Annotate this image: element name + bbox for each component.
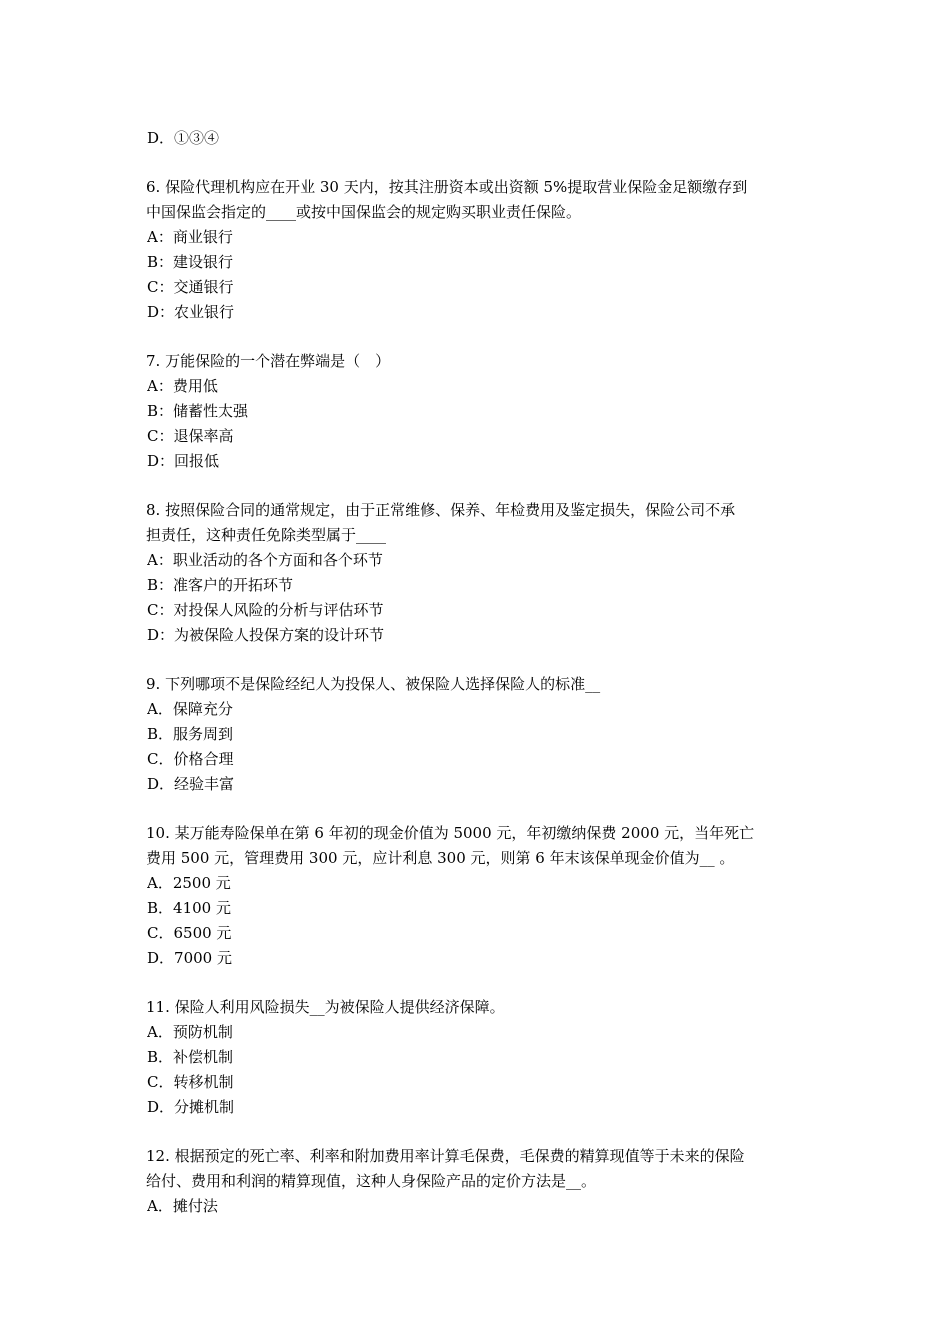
answer-option-d: D：农业银行 bbox=[147, 303, 235, 321]
question-stem-line: 9. 下列哪项不是保险经纪人为投保人、被保险人选择保险人的标准__ bbox=[146, 675, 601, 693]
answer-option-c: C．6500 元 bbox=[147, 924, 232, 942]
question-stem-line: 10. 某万能寿险保单在第 6 年初的现金价值为 5000 元，年初缴纳保费 2000 元，当年死亡 bbox=[146, 824, 755, 842]
answer-option-a: A．保障充分 bbox=[147, 700, 233, 718]
answer-option-b: B．服务周到 bbox=[147, 725, 234, 743]
prev-question-option-d: D．①③④ bbox=[147, 129, 220, 147]
answer-option-b: B：储蓄性太强 bbox=[147, 402, 249, 420]
answer-option-d: D：回报低 bbox=[147, 452, 220, 470]
question-stem-line: 12. 根据预定的死亡率、利率和附加费用率计算毛保费，毛保费的精算现值等于未来的保险 bbox=[146, 1147, 745, 1165]
question-stem-line: 8. 按照保险合同的通常规定，由于正常维修、保养、年检费用及鉴定损失，保险公司不承 bbox=[146, 501, 736, 519]
answer-option-d: D：为被保险人投保方案的设计环节 bbox=[147, 626, 385, 644]
answer-option-c: C．转移机制 bbox=[147, 1073, 234, 1091]
question-stem-line: 给付、费用和利润的精算现值，这种人身保险产品的定价方法是__。 bbox=[146, 1172, 597, 1190]
question-stem-line: 6. 保险代理机构应在开业 30 天内，按其注册资本或出资额 5%提取营业保险金足额缴存到 bbox=[146, 178, 748, 196]
answer-option-c: C：退保率高 bbox=[147, 427, 234, 445]
question-stem-line: 7. 万能保险的一个潜在弊端是（ ） bbox=[146, 352, 391, 370]
answer-option-d: D．7000 元 bbox=[147, 949, 232, 967]
question-stem-line: 担责任，这种责任免除类型属于____ bbox=[146, 526, 387, 544]
answer-option-b: B．4100 元 bbox=[147, 899, 231, 917]
answer-option-d: D．分摊机制 bbox=[147, 1098, 235, 1116]
answer-option-a: A．摊付法 bbox=[147, 1197, 218, 1215]
answer-option-b: B．补偿机制 bbox=[147, 1048, 234, 1066]
answer-option-a: A：费用低 bbox=[147, 377, 218, 395]
answer-option-b: B：准客户的开拓环节 bbox=[147, 576, 294, 594]
question-stem-line: 中国保监会指定的____或按中国保监会的规定购买职业责任保险。 bbox=[146, 203, 582, 221]
answer-option-c: C：交通银行 bbox=[147, 278, 234, 296]
answer-option-a: A．2500 元 bbox=[147, 874, 231, 892]
answer-option-b: B：建设银行 bbox=[147, 253, 234, 271]
answer-option-a: A：职业活动的各个方面和各个环节 bbox=[147, 551, 383, 569]
answer-option-a: A．预防机制 bbox=[147, 1023, 233, 1041]
answer-option-c: C．价格合理 bbox=[147, 750, 234, 768]
question-stem-line: 费用 500 元，管理费用 300 元，应计利息 300 元，则第 6 年末该保单现金价值为__ 。 bbox=[146, 849, 735, 867]
answer-option-c: C：对投保人风险的分析与评估环节 bbox=[147, 601, 384, 619]
question-stem-line: 11. 保险人利用风险损失__为被保险人提供经济保障。 bbox=[146, 998, 505, 1016]
answer-option-a: A：商业银行 bbox=[147, 228, 233, 246]
answer-option-d: D．经验丰富 bbox=[147, 775, 235, 793]
